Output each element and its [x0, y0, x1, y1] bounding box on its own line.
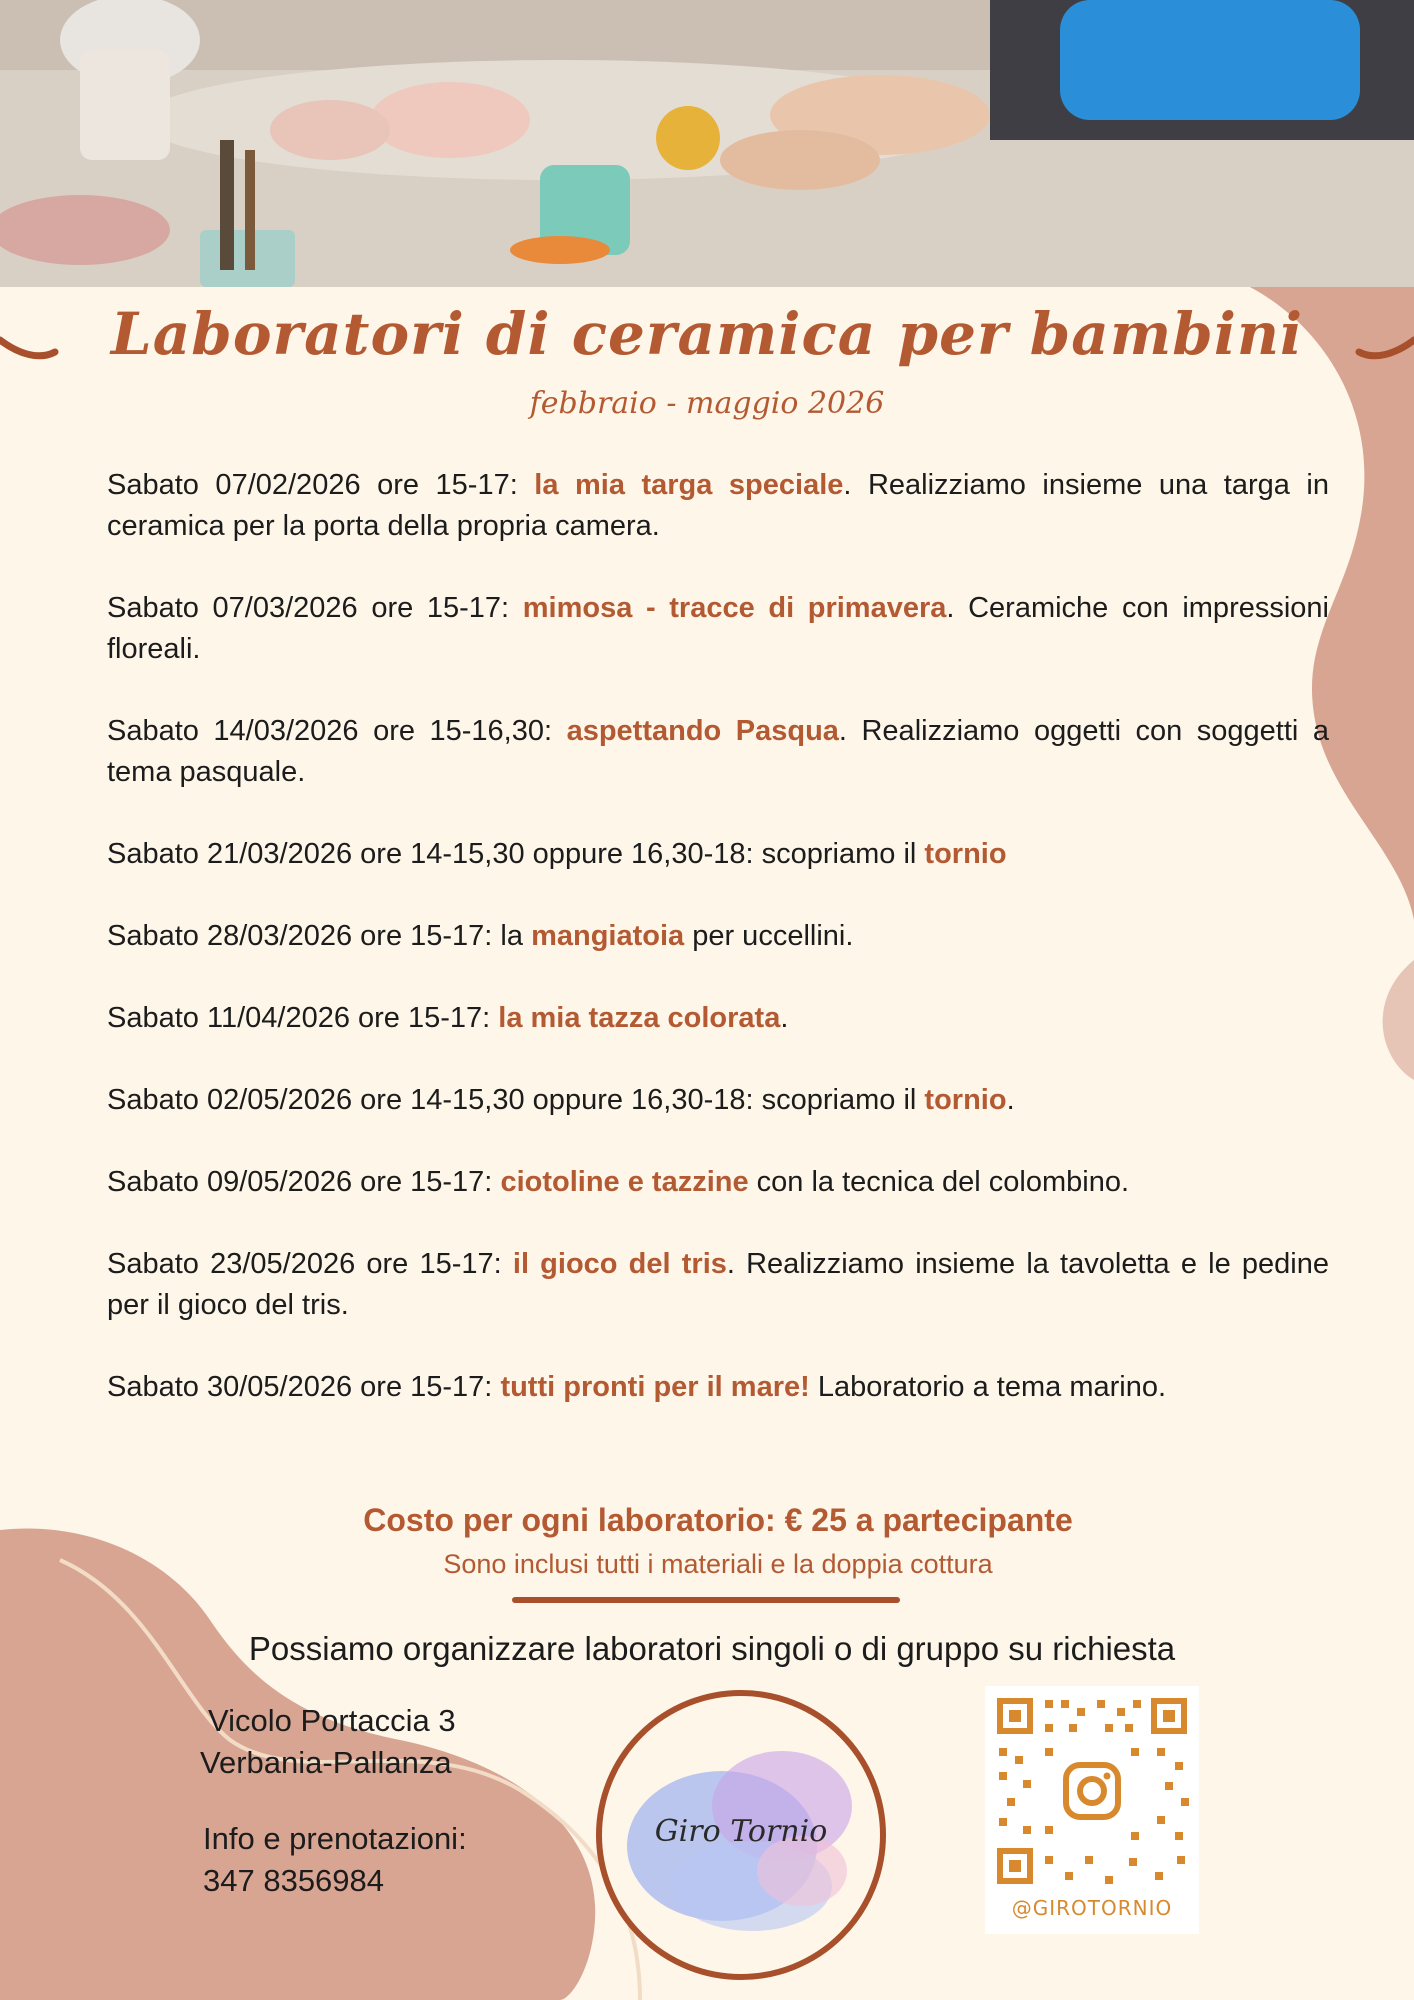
page-subtitle: febbraio - maggio 2026: [529, 386, 885, 421]
info-label: Info e prenotazioni:: [203, 1821, 467, 1856]
event-item: Sabato 02/05/2026 ore 14-15,30 oppure 16,30-18: scopriamo il tornio.: [107, 1084, 1015, 1116]
event-item: Sabato 30/05/2026 ore 15-17: tutti pronti per il mare! Laboratorio a tema marino.: [107, 1371, 1167, 1403]
event-item: Sabato 14/03/2026 ore 15-16,30: aspettando Pasqua. Realizziamo oggetti con soggetti a tema pasquale.: [107, 715, 1329, 788]
logo-text: Giro Tornio: [654, 1814, 828, 1849]
qr-pattern: [985, 1686, 1199, 1896]
event-highlight: tutti pronti per il mare!: [500, 1371, 810, 1403]
booking-info: [203, 1818, 467, 1902]
event-highlight: aspettando Pasqua: [566, 715, 839, 747]
event-item: Sabato 09/05/2026 ore 15-17: ciotoline e tazzine con la tecnica del colombino.: [107, 1166, 1130, 1198]
event-highlight: tornio: [924, 838, 1007, 870]
event-highlight: tornio: [924, 1084, 1007, 1116]
event-item: Sabato 11/04/2026 ore 15-17: la mia tazza colorata.: [107, 1002, 789, 1034]
address-city: Verbania-Pallanza: [200, 1745, 452, 1780]
address: [200, 1700, 456, 1784]
qr-code[interactable]: [985, 1686, 1199, 1934]
event-highlight: la mia tazza colorata: [498, 1002, 781, 1034]
event-item: Sabato 28/03/2026 ore 15-17: la mangiatoia per uccellini.: [107, 920, 854, 952]
event-highlight: ciotoline e tazzine: [500, 1166, 749, 1198]
events-list: [107, 465, 1329, 1449]
event-item: Sabato 07/02/2026 ore 15-17: la mia targa speciale. Realizziamo insieme una targa in ceramica per la porta della propria camera.: [107, 469, 1329, 542]
event-item: Sabato 07/03/2026 ore 15-17: mimosa - tracce di primavera. Ceramiche con impressioni floreali.: [107, 592, 1329, 665]
event-item: Sabato 21/03/2026 ore 14-15,30 oppure 16,30-18: scopriamo il tornio: [107, 838, 1007, 870]
phone-number[interactable]: 347 8356984: [203, 1863, 385, 1898]
event-highlight: il gioco del tris: [512, 1248, 727, 1280]
divider: [512, 1597, 900, 1603]
brand-logo: [596, 1690, 886, 1980]
event-item: Sabato 23/05/2026 ore 15-17: il gioco del tris. Realizziamo insieme la tavoletta e le pedine per il gioco del tris.: [107, 1248, 1329, 1321]
event-highlight: mangiatoia: [531, 920, 685, 952]
cost-text: Costo per ogni laboratorio: € 25 a partecipante: [363, 1502, 1073, 1538]
event-highlight: la mia targa speciale: [534, 469, 844, 501]
page-title: Laboratori di ceramica per bambini: [110, 300, 1304, 368]
address-line: Vicolo Portaccia 3: [208, 1703, 456, 1738]
event-highlight: mimosa - tracce di primavera: [522, 592, 947, 624]
request-note: Possiamo organizzare laboratori singoli o di gruppo su richiesta: [248, 1630, 1176, 1667]
instagram-handle[interactable]: @GIROTORNIO: [1011, 1896, 1173, 1920]
instagram-icon: [1066, 1765, 1118, 1817]
included-text: Sono inclusi tutti i materiali e la doppia cottura: [443, 1549, 993, 1579]
